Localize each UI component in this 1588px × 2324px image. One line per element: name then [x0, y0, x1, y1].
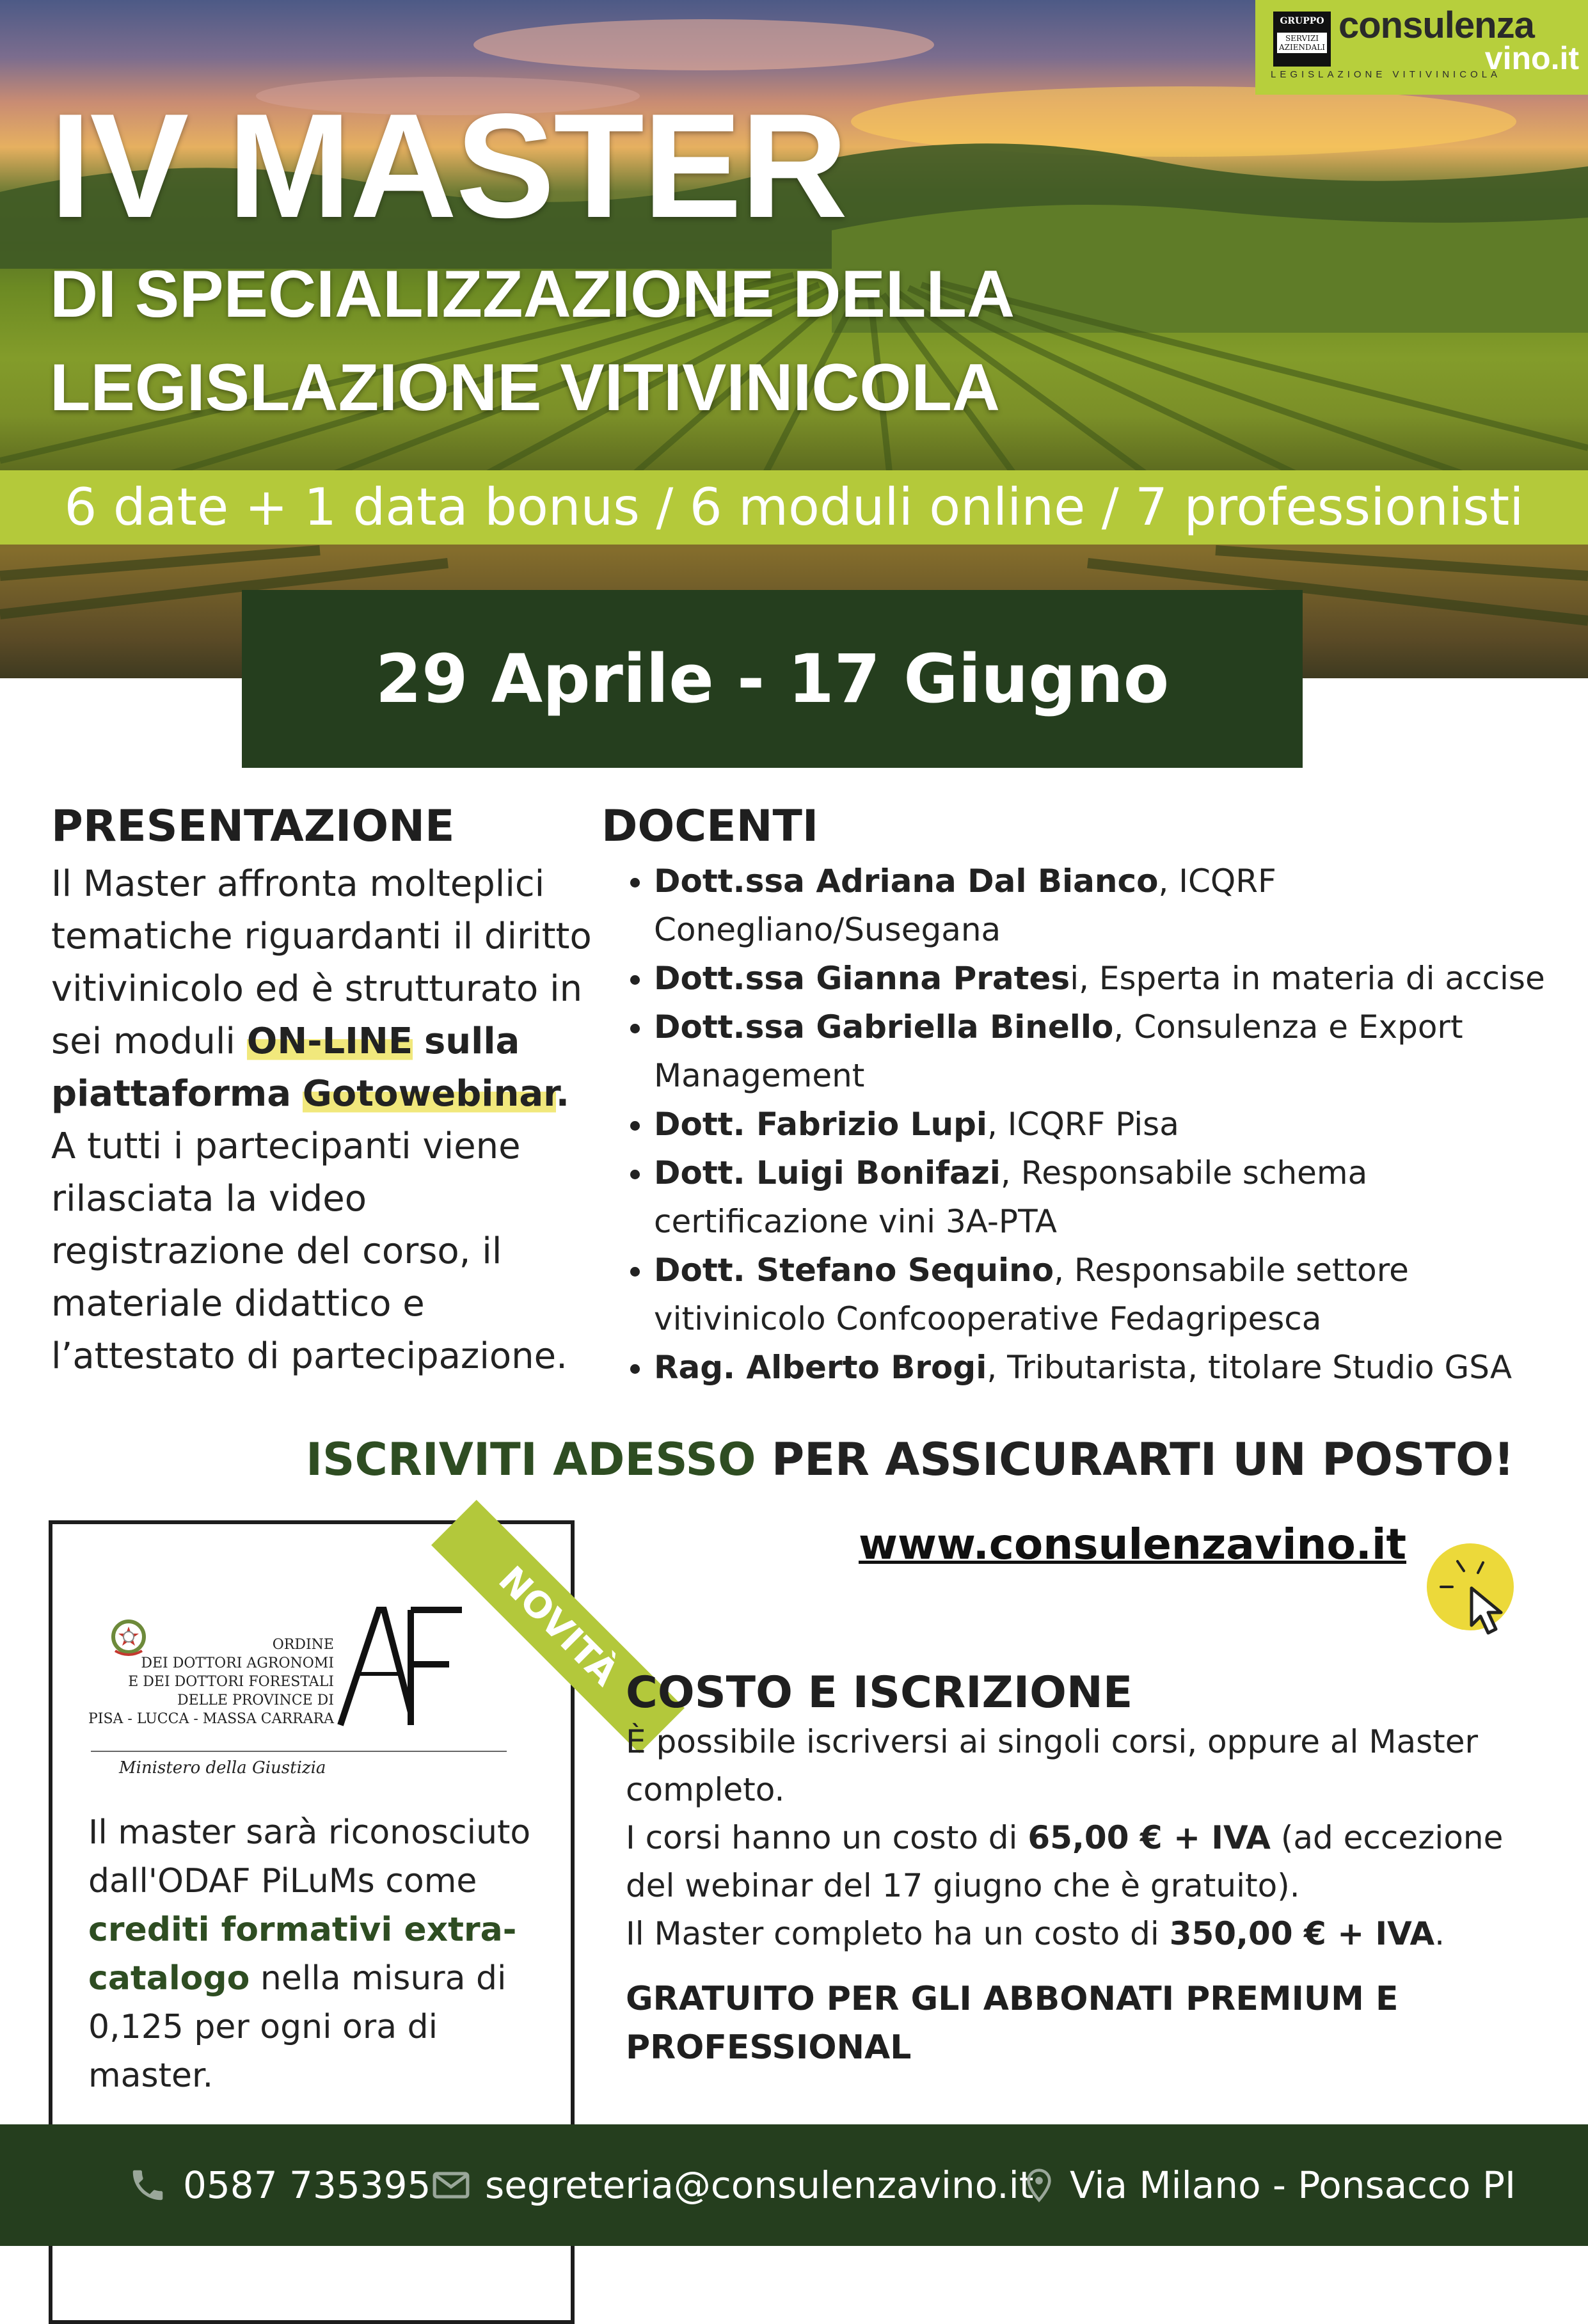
hero-banner — [0, 0, 1588, 678]
presentazione-heading: PRESENTAZIONE — [51, 801, 455, 852]
costo-heading: COSTO E ISCRIZIONE — [626, 1667, 1133, 1718]
contact-footer: 0587 735395 segreteria@consulenzavino.it Via Milano - Ponsacco PI — [0, 2124, 1588, 2246]
logo-tagline: LEGISLAZIONE VITIVINICOLA — [1271, 69, 1502, 80]
consulenzavino-logo[interactable] — [1255, 0, 1588, 95]
gruppo-servizi-aziendali-mark: GRUPPO SERVIZI AZIENDALI — [1273, 12, 1331, 67]
docenti-list — [601, 857, 1561, 1392]
presentazione-section — [51, 801, 601, 1383]
gotowebinar-highlight: Gotowebinar — [302, 1073, 556, 1115]
novita-ribbon: NOVITÀ — [431, 1500, 685, 1753]
phone-icon — [128, 2165, 168, 2205]
costo-line-1: È possibile iscriversi ai singoli corsi, oppure al Master completo. — [626, 1723, 1479, 1808]
costo-iscrizione-section — [626, 1667, 1560, 2072]
course-dates: 29 Aprile - 17 Giugno — [242, 590, 1303, 768]
certification-text: Il master sarà riconosciuto dall'ODAF PiLuMs come crediti formativi extra-catalogo nella misura di 0,125 per ogni ora di master. — [88, 1813, 531, 2095]
docenti-section — [601, 801, 1561, 1392]
costo-line-2: I corsi hanno un costo di 65,00 € + IVA (ad eccezione del webinar del 17 giugno che è gratuito). — [626, 1819, 1504, 1904]
signup-call-to-action: ISCRIVITI ADESSO PER ASSICURARTI UN POSTO! — [306, 1433, 1514, 1486]
subtitle-line-1: DI SPECIALIZZAZIONE DELLA — [50, 257, 1015, 331]
docenti-heading: DOCENTI — [601, 801, 819, 852]
docente-item: • Dott.ssa Adriana Dal Bianco, ICQRF Conegliano/Susegana — [654, 857, 1561, 954]
logo-name: consulenza — [1338, 4, 1534, 46]
subtitle-line-2: LEGISLAZIONE VITIVINICOLA — [50, 351, 1000, 425]
docente-item: • Dott.ssa Gianna Pratesi, Esperta in materia di accise — [654, 954, 1561, 1003]
website-link[interactable]: www.consulenzavino.it — [859, 1520, 1407, 1569]
divider — [91, 1751, 507, 1752]
ministry-label: Ministero della Giustizia — [119, 1758, 326, 1778]
odaf-name: ORDINE DEI DOTTORI AGRONOMI E DEI DOTTORI FORESTALI DELLE PROVINCE DI PISA - LUCCA - MASSA CARRARA — [88, 1637, 334, 1727]
location-pin-icon — [1021, 2165, 1057, 2205]
af-logo-icon — [334, 1604, 468, 1731]
course-summary-band: 6 date + 1 data bonus / 6 moduli online / 7 professionisti — [0, 470, 1588, 545]
click-cursor-icon — [1419, 1542, 1547, 1638]
docente-item: • Dott. Luigi Bonifazi, Responsabile schema certificazione vini 3A-PTA — [654, 1149, 1561, 1246]
page-title: IV MASTER — [50, 83, 847, 249]
online-highlight: ON-LINE — [246, 1021, 413, 1062]
presentazione-text: Il Master affronta molteplici tematiche riguardanti il diritto vitivinicolo ed è strutturato in sei moduli ON-LINE sulla piattaforma Gotowebinar. A tutti i partecipanti viene rilasciata la video registrazione del corso, il materiale didattico e l’attestato di partecipazione. — [51, 863, 592, 1377]
mail-icon — [430, 2165, 472, 2205]
logo-domain: vino.it — [1484, 40, 1579, 76]
docente-item: • Dott. Fabrizio Lupi, ICQRF Pisa — [654, 1100, 1561, 1149]
free-for-subscribers: GRATUITO PER GLI ABBONATI PREMIUM E PROFESSIONAL — [626, 1980, 1399, 2067]
docente-item: • Dott. Stefano Sequino, Responsabile settore vitivinicolo Confcooperative Fedagripesca — [654, 1246, 1561, 1343]
docente-item: • Dott.ssa Gabriella Binello, Consulenza e Export Management — [654, 1003, 1561, 1100]
docente-item: • Rag. Alberto Brogi, Tributarista, titolare Studio GSA — [654, 1343, 1561, 1392]
costo-line-3: Il Master completo ha un costo di 350,00 € + IVA. — [626, 1915, 1445, 1952]
